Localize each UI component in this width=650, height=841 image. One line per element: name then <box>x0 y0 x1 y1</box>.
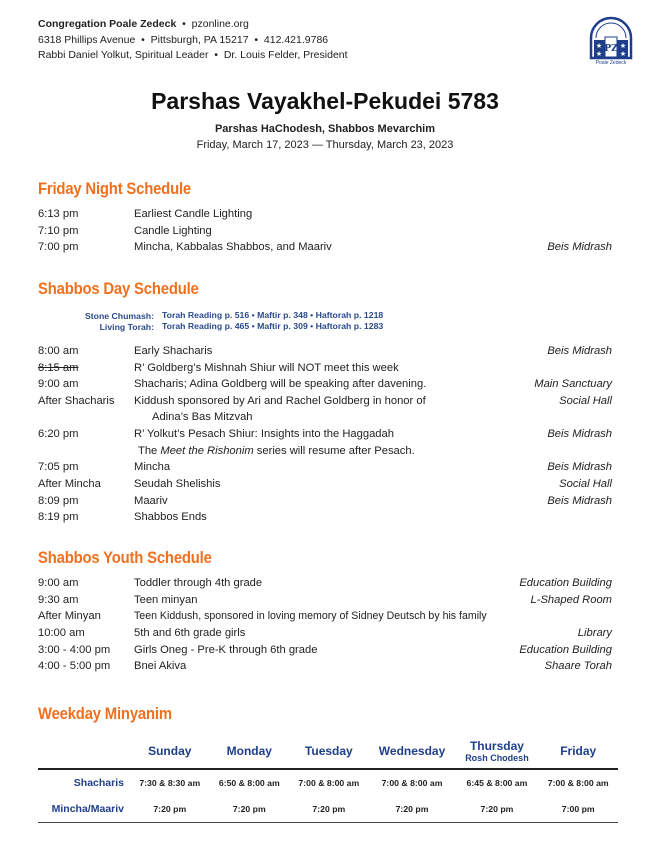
phone: 412.421.9786 <box>263 33 329 46</box>
time-cell: 6:45 & 8:00 am <box>466 778 528 788</box>
website-link[interactable]: pzonline.org <box>191 18 249 30</box>
president: Dr. Louis Felder, President <box>223 49 348 61</box>
time-cell: 6:50 & 8:00 am <box>218 778 280 788</box>
schedule-row: After Minyan Teen Kiddush, sponsored in loving memory of Sidney Deutsch by his family <box>38 610 487 622</box>
schedule-row: 4:00 - 5:00 pm Bnei Akiva Shaare Torah <box>38 660 612 672</box>
schedule-row: The Meet the Rishonim series will resume after Pesach. <box>138 445 415 457</box>
schedule-row: 8:00 am Early Shacharis Beis Midrash <box>38 345 612 357</box>
youth-heading: Shabbos Youth Schedule <box>38 549 212 567</box>
day-header: Wednesday <box>369 734 456 769</box>
stone-chumash-pages: Torah Reading p. 516 • Maftir p. 348 • Haftorah p. 1218 <box>162 310 384 320</box>
day-header: Friday <box>538 734 618 769</box>
schedule-row: 9:00 am Shacharis; Adina Goldberg will be speaking after davening. Main Sanctuary <box>38 378 612 390</box>
time-cell: 7:30 & 8:30 am <box>139 778 201 788</box>
rabbi: Rabbi Daniel Yolkut, Spiritual Leader <box>38 49 209 61</box>
schedule-row: 8:09 pm Maariv Beis Midrash <box>38 495 612 507</box>
rosh-chodesh-note: Rosh Chodesh <box>465 753 529 763</box>
day-header: Sunday <box>130 734 210 769</box>
schedule-row: 3:00 - 4:00 pm Girls Oneg - Pre-K through 6th grade Education Building <box>38 644 612 656</box>
address: 6318 Phillips Avenue <box>38 33 136 46</box>
schedule-row: After Shacharis Kiddush sponsored by Ari and Rachel Goldberg in honor of Social Hall <box>38 395 612 407</box>
time-cell: 7:20 pm <box>455 796 538 823</box>
schedule-row: 6:13 pm Earliest Candle Lighting <box>38 208 253 220</box>
header-block: Congregation Poale Zedeck • pzonline.org 6318 Phillips Avenue • Pittsburgh, PA 15217 • 412.421.9786 Rabbi Daniel Yolkut, Spiritual Leader • Dr. Louis Felder, President <box>38 18 348 61</box>
weekday-minyanim-table <box>38 734 618 823</box>
shabbos-heading: Shabbos Day Schedule <box>38 280 199 298</box>
weekday-heading: Weekday Minyanim <box>38 705 172 723</box>
svg-text:Poale Zedeck: Poale Zedeck <box>595 60 627 66</box>
table-corner <box>38 734 130 769</box>
schedule-row: 7:00 pm Mincha, Kabbalas Shabbos, and Maariv Beis Midrash <box>38 241 612 253</box>
day-header: Monday <box>210 734 290 769</box>
schedule-row: 9:30 am Teen minyan L-Shaped Room <box>38 594 612 606</box>
schedule-row: 10:00 am 5th and 6th grade girls Library <box>38 627 612 639</box>
stone-chumash-label: Stone Chumash: <box>84 311 154 321</box>
time-cell: 7:20 pm <box>130 796 210 823</box>
svg-text:★: ★ <box>619 43 627 50</box>
schedule-row: 9:00 am Toddler through 4th grade Education Building <box>38 577 612 589</box>
time-cell: 7:00 & 8:00 am <box>298 778 360 788</box>
svg-text:★: ★ <box>595 51 603 58</box>
row-label: Mincha/Maariv <box>38 796 130 823</box>
time-cell: 7:20 pm <box>210 796 290 823</box>
schedule-row: 7:10 pm Candle Lighting <box>38 225 212 237</box>
svg-text:PZ: PZ <box>604 44 618 54</box>
org-name: Congregation Poale Zedeck <box>38 18 177 30</box>
svg-text:★: ★ <box>619 51 627 58</box>
day-header: Thursday Rosh Chodesh <box>455 734 538 769</box>
living-torah-label: Living Torah: <box>99 322 154 332</box>
svg-text:★: ★ <box>595 43 603 50</box>
schedule-row: Adina’s Bas Mitzvah <box>152 411 253 423</box>
time-cell: 7:20 pm <box>289 796 369 823</box>
city: Pittsburgh, PA 15217 <box>150 33 249 46</box>
living-torah-pages: Torah Reading p. 465 • Maftir p. 309 • Haftorah p. 1283 <box>162 321 384 331</box>
schedule-row: 8:15 am R’ Goldberg’s Mishnah Shiur will NOT meet this week <box>38 362 399 374</box>
day-header: Tuesday <box>289 734 369 769</box>
schedule-row: After Mincha Seudah Shelishis Social Hall <box>38 478 612 490</box>
time-cell: 7:20 pm <box>369 796 456 823</box>
page-title: Parshas Vayakhel-Pekudei 5783 <box>151 88 499 114</box>
time-cell: 7:00 & 8:00 am <box>381 778 443 788</box>
schedule-row: 7:05 pm Mincha Beis Midrash <box>38 461 612 473</box>
time-cell: 7:00 & 8:00 am <box>547 778 609 788</box>
logo-icon <box>587 14 635 66</box>
friday-heading: Friday Night Schedule <box>38 180 191 198</box>
subtitle: Parshas HaChodesh, Shabbos Mevarchim <box>214 123 436 135</box>
row-label: Shacharis <box>73 777 124 789</box>
date-range: Friday, March 17, 2023 — Thursday, March 23, 2023 <box>196 139 454 151</box>
schedule-row: 6:20 pm R’ Yolkut’s Pesach Shiur: Insights into the Haggadah Beis Midrash <box>38 428 612 440</box>
schedule-row: 8:19 pm Shabbos Ends <box>38 511 207 523</box>
time-cell: 7:00 pm <box>538 796 618 823</box>
